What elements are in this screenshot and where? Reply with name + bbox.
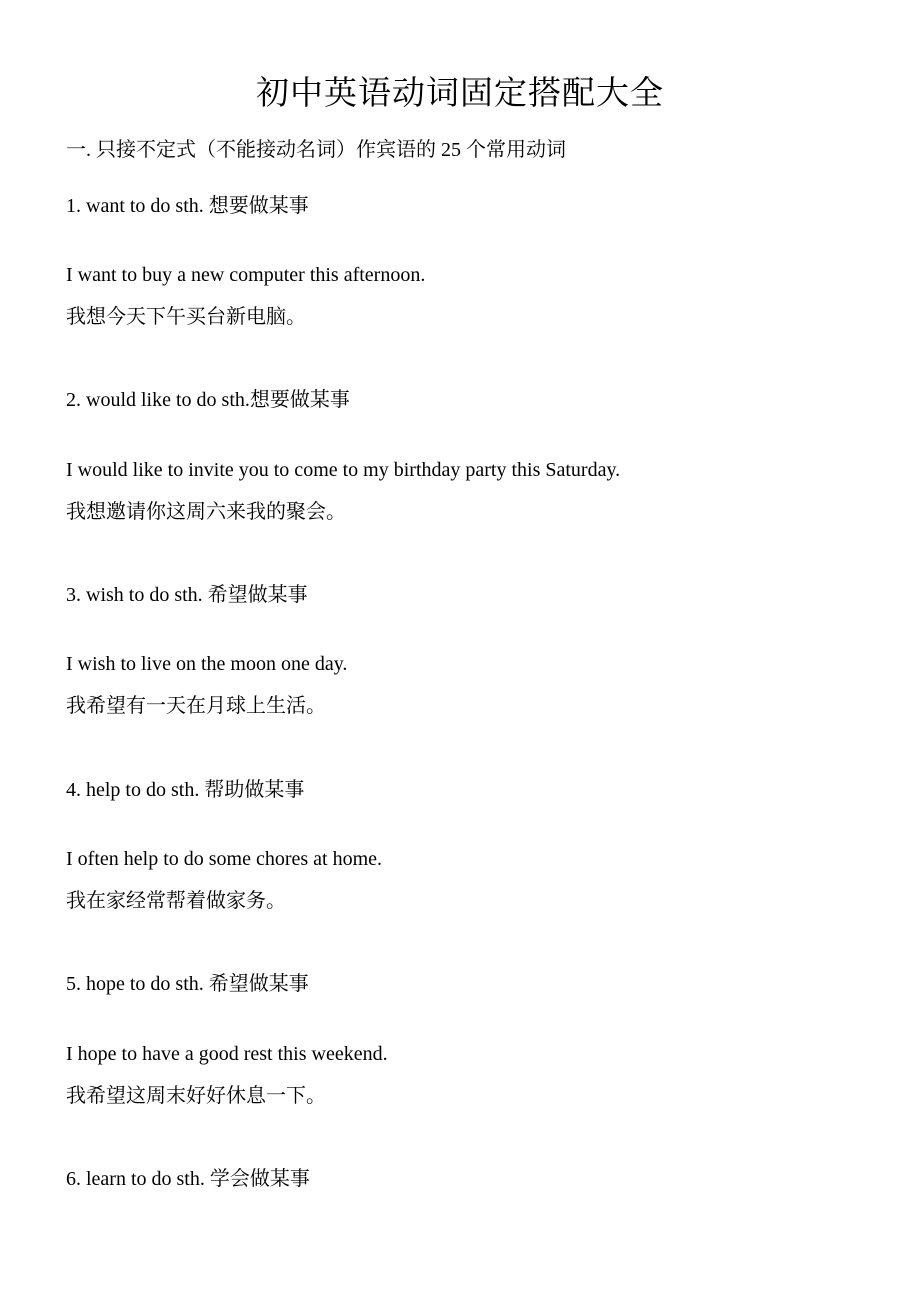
phrase-2: 2. would like to do sth.想要做某事 bbox=[66, 389, 350, 411]
phrase-1: 1. want to do sth. 想要做某事 bbox=[66, 195, 309, 217]
example-en-1: I want to buy a new computer this afternoon. bbox=[66, 264, 426, 286]
example-zh-1: 我想今天下午买台新电脑。 bbox=[66, 306, 306, 328]
phrase-5: 5. hope to do sth. 希望做某事 bbox=[66, 973, 309, 995]
section-heading: 一. 只接不定式（不能接动名词）作宾语的 25 个常用动词 bbox=[66, 139, 566, 161]
phrase-6: 6. learn to do sth. 学会做某事 bbox=[66, 1168, 310, 1190]
example-en-4: I often help to do some chores at home. bbox=[66, 848, 383, 870]
example-en-3: I wish to live on the moon one day. bbox=[66, 653, 348, 675]
example-zh-5: 我希望这周末好好休息一下。 bbox=[66, 1085, 326, 1107]
example-en-2: I would like to invite you to come to my birthday party this Saturday. bbox=[66, 459, 621, 481]
example-zh-3: 我希望有一天在月球上生活。 bbox=[66, 695, 326, 717]
phrase-3: 3. wish to do sth. 希望做某事 bbox=[66, 584, 308, 606]
example-en-5: I hope to have a good rest this weekend. bbox=[66, 1043, 388, 1065]
example-zh-4: 我在家经常帮着做家务。 bbox=[66, 890, 286, 912]
example-zh-2: 我想邀请你这周六来我的聚会。 bbox=[66, 501, 346, 523]
phrase-4: 4. help to do sth. 帮助做某事 bbox=[66, 779, 305, 801]
document-title: 初中英语动词固定搭配大全 bbox=[256, 76, 664, 112]
